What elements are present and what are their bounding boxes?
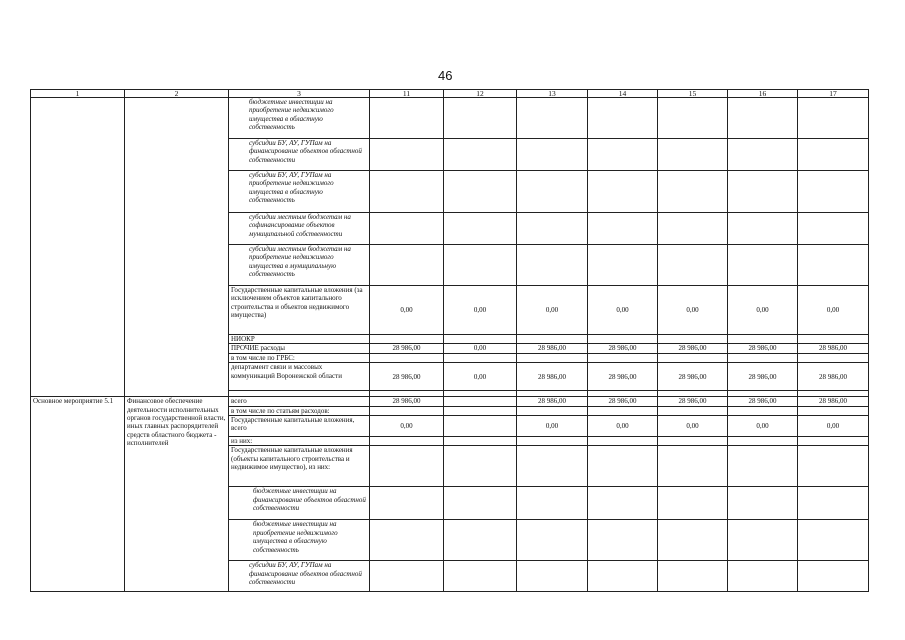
value-cell: 28 986,00 (588, 344, 658, 353)
budget-table (30, 89, 869, 592)
column-header: 13 (517, 90, 588, 98)
column-header: 12 (444, 90, 517, 98)
measure-name-cell (125, 98, 229, 397)
value-cell: 28 986,00 (517, 363, 588, 391)
row-label: субсидии местным бюджетам на софинансирование объектов муниципальной собственности (229, 213, 370, 245)
value-cell: 0,00 (658, 416, 728, 437)
value-cell: 0,00 (588, 416, 658, 437)
row-label: бюджетные инвестиции на финансирование объектов областной собственности (229, 487, 370, 520)
column-header: 1 (31, 90, 125, 98)
measure-code-cell (31, 98, 125, 397)
row-label: в том числе по статьям расходов: (229, 406, 370, 415)
value-cell: 28 986,00 (658, 363, 728, 391)
row-label: Государственные капитальные вложения (объекты капитального строительства и недвижимое имущество), из них: (229, 446, 370, 487)
value-cell: 28 986,00 (588, 363, 658, 391)
row-label: Государственные капитальные вложения (за исключением объектов капитального строительства и объектов недвижимого имущества) (229, 286, 370, 335)
value-cell: 0,00 (517, 416, 588, 437)
row-label: ПРОЧИЕ расходы (229, 344, 370, 353)
row-label: НИОКР (229, 335, 370, 344)
measure-code: Основное мероприятие 5.1 (31, 397, 125, 592)
column-header: 14 (588, 90, 658, 98)
row-label: департамент связи и массовых коммуникаций Воронежской области (229, 363, 370, 391)
row-label: Государственные капитальные вложения, всего (229, 416, 370, 437)
value-cell (444, 416, 517, 437)
value-cell: 0,00 (370, 286, 444, 335)
row-label: субсидии местным бюджетам на приобретение недвижимого имущества в муниципальную собственность (229, 245, 370, 286)
value-cell: 0,00 (517, 286, 588, 335)
value-cell: 28 986,00 (588, 397, 658, 406)
column-header: 17 (798, 90, 869, 98)
value-cell: 0,00 (370, 416, 444, 437)
value-cell: 0,00 (798, 286, 869, 335)
value-cell: 0,00 (728, 416, 798, 437)
value-cell: 0,00 (444, 344, 517, 353)
value-cell: 28 986,00 (798, 344, 869, 353)
value-cell: 28 986,00 (370, 344, 444, 353)
column-header: 3 (229, 90, 370, 98)
value-cell: 0,00 (444, 286, 517, 335)
value-cell: 28 986,00 (728, 397, 798, 406)
value-cell: 28 986,00 (798, 363, 869, 391)
value-cell: 28 986,00 (370, 363, 444, 391)
value-cell: 0,00 (658, 286, 728, 335)
table-row (31, 397, 869, 406)
row-label: бюджетные инвестиции на приобретение недвижимого имущества в областную собственность (229, 520, 370, 561)
value-cell: 28 986,00 (728, 363, 798, 391)
row-label: бюджетные инвестиции на приобретение недвижимого имущества в областную собственность (229, 98, 370, 139)
value-cell: 28 986,00 (517, 397, 588, 406)
column-header: 11 (370, 90, 444, 98)
value-cell: 28 986,00 (658, 397, 728, 406)
measure-name: Финансовое обеспечение деятельности исполнительных органов государственной власти, иных главных распорядителей средств областного бюджета - исполнителей (125, 397, 229, 592)
row-label: всего (229, 397, 370, 406)
page-number: 46 (438, 68, 453, 83)
value-cell: 0,00 (444, 363, 517, 391)
row-label: из них: (229, 437, 370, 446)
column-number-row (31, 90, 869, 98)
row-label: в том числе по ГРБС: (229, 353, 370, 362)
row-label: субсидии БУ, АУ, ГУПам на приобретение недвижимого имущества в областную собственность (229, 171, 370, 213)
row-label: субсидии БУ, АУ, ГУПам на финансирование объектов областной собственности (229, 139, 370, 171)
value-cell: 0,00 (588, 286, 658, 335)
value-cell: 0,00 (728, 286, 798, 335)
value-cell (444, 397, 517, 406)
value-cell: 28 986,00 (517, 344, 588, 353)
column-header: 15 (658, 90, 728, 98)
value-cell: 28 986,00 (658, 344, 728, 353)
value-cell: 28 986,00 (728, 344, 798, 353)
column-header: 2 (125, 90, 229, 98)
table-row (31, 98, 869, 139)
value-cell: 28 986,00 (370, 397, 444, 406)
value-cell: 0,00 (798, 416, 869, 437)
value-cell: 28 986,00 (798, 397, 869, 406)
row-label: субсидии БУ, АУ, ГУПам на финансирование объектов областной собственности (229, 561, 370, 592)
column-header: 16 (728, 90, 798, 98)
